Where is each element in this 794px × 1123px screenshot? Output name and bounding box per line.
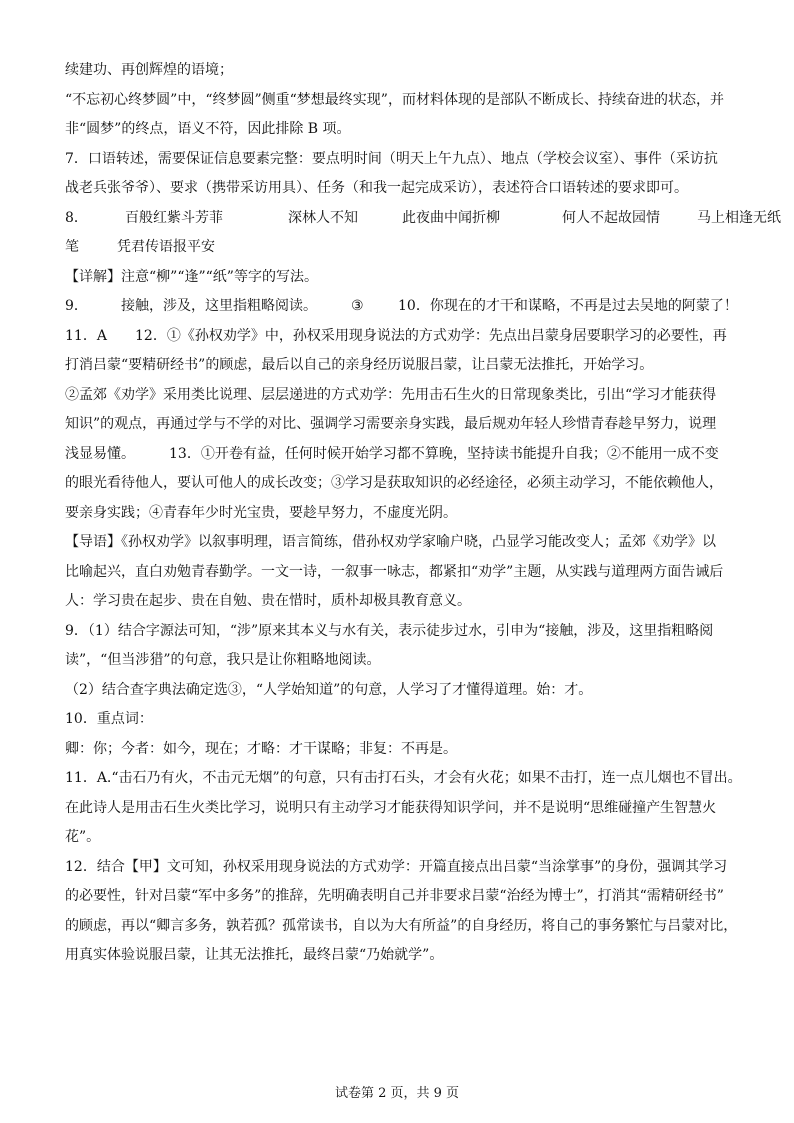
answer-9-10-line <box>65 292 738 322</box>
text-line: 比喻起兴，直白劝勉青春勤学。一文一诗，一叙事一咏志，都紧扣“劝学”主题，从实践与道理两方面告诫后 <box>65 563 724 580</box>
text-line: “不忘初心终梦圆”中，“终梦圆”侧重“梦想最终实现”，而材料体现的是部队不断成长、持续奋进的状态，并 <box>65 91 724 108</box>
text-line: ②孟郊《劝学》采用类比说理、层层递进的方式劝学：先用击石生火的日常现象类比，引出“学习才能获得 <box>65 386 717 403</box>
guide-note: 【导语】《孙权劝学》以叙事明理，语言简练，借孙权劝学家喻户晓，凸显学习能改变人；孟郊《劝学》以 <box>65 534 716 550</box>
text-line: 的顾虑，再以“卿言多务，孰若孤？孤常读书，自以为大有所益”的自身经历，将自己的事务繁忙与吕蒙对比， <box>65 917 738 934</box>
answer-text: 13．①开卷有益，任何时候开始学习都不算晚，坚持读书能提升自我；②不能用一成不变 <box>169 445 719 462</box>
text-line: 知识”的观点，再通过学与不学的对比、强调学习需要亲身实践，最后规劝年轻人珍惜青春趁早努力，说理 <box>65 416 717 432</box>
text-line: 打消吕蒙“要精研经书”的顾虑，最后以自己的亲身经历说服吕蒙，让吕蒙无法推托，开始学习。 <box>65 357 654 373</box>
answer-13-line <box>65 440 731 470</box>
answer-document <box>65 56 781 971</box>
text-line: 10．重点词： <box>65 711 153 727</box>
detail-note: 【详解】注意“柳”“逢”“纸”等字的写法。 <box>65 268 318 285</box>
answer-blank: 10．你现在的才干和谋略，不再是过去吴地的阿蒙了！ <box>398 298 738 314</box>
question-number: 8． <box>65 209 88 226</box>
answer-blank: 深林人不知 <box>288 209 358 226</box>
text-line: 读”，“但当涉猎”的句意，我只是让你粗略地阅读。 <box>65 652 381 668</box>
text-line: 续建功、再创辉煌的语境； <box>65 62 233 78</box>
answer-blank: 笔 <box>65 239 79 255</box>
answer-8-line-continued <box>65 233 731 263</box>
answer-blank: 百般红紫斗芳菲 <box>125 209 223 226</box>
answer-blank: 马上相逢无纸 <box>697 209 781 226</box>
answer-choice: ③ <box>351 298 364 314</box>
text-line: （2）结合查字典法确定选③，“人学始知道”的句意，人学习了才懂得道理。始：才。 <box>65 681 593 698</box>
text-line: 11．A.“击石乃有火，不击元无烟”的句意，只有击打石头，才会有火花；如果不击打，连一点儿烟也不冒出。 <box>65 770 742 786</box>
answer-8-line <box>65 204 781 234</box>
text-line: 人：学习贵在起步、贵在自勉、贵在惜时，质朴却极具教育意义。 <box>65 593 471 609</box>
question-number: 9． <box>65 298 88 314</box>
text-line: 战老兵张爷爷）、要求（携带采访用具）、任务（和我一起完成采访），表述符合口语转述的要求即可。 <box>65 180 688 196</box>
text-line: 要亲身实践；④青春年少时光宝贵，要趁早努力，不虚度光阴。 <box>65 504 457 521</box>
answer-11-12-line <box>65 322 731 352</box>
answer-text: 12．①《孙权劝学》中，孙权采用现身说法的方式劝学：先点出吕蒙身居要职学习的必要性，再 <box>135 327 727 344</box>
answer-text: 浅显易懂。 <box>65 445 135 462</box>
answer-blank: 接触，涉及，这里指粗略阅读。 <box>121 298 317 314</box>
text-line: 12．结合【甲】文可知，孙权采用现身说法的方式劝学：开篇直接点出吕蒙“当涂掌事”的身份，强调其学习 <box>65 858 728 875</box>
text-line: 的必要性，针对吕蒙“军中多务”的推辞，先明确表明自己并非要求吕蒙“治经为博士”，打消其“需精研经书” <box>65 888 724 904</box>
text-line: 7．口语转述，需要保证信息要素完整：要点明时间（明天上午九点）、地点（学校会议室）、事件（采访抗 <box>65 150 718 167</box>
page-footer: 试卷第 2 页，共 9 页 <box>334 1086 460 1101</box>
question-number: 11．A <box>65 327 107 344</box>
answer-blank: 何人不起故园情 <box>562 209 660 226</box>
text-line: 卿：你；今者：如今，现在；才略：才干谋略；非复：不再是。 <box>65 740 457 757</box>
text-line: 花”。 <box>65 829 101 845</box>
text-line: 非“圆梦”的终点，语义不符，因此排除 B 项。 <box>65 121 351 137</box>
text-line: 在此诗人是用击石生火类比学习，说明只有主动学习才能获得知识学问，并不是说明“思维碰撞产生智慧火 <box>65 799 717 816</box>
text-line: 9．（1）结合字源法可知，“涉”原来其本义与水有关，表示徒步过水，引申为“接触，涉及，这里指粗略阅 <box>65 622 714 639</box>
text-line: 用真实体验说服吕蒙，让其无法推托，最终吕蒙“乃始就学”。 <box>65 947 444 963</box>
answer-blank: 凭君传语报平安 <box>117 239 215 255</box>
text-line: 的眼光看待他人，要认可他人的成长改变；③学习是获取知识的必经途径，必须主动学习，不能依赖他人， <box>65 475 723 491</box>
answer-blank: 此夜曲中闻折柳 <box>402 209 500 226</box>
